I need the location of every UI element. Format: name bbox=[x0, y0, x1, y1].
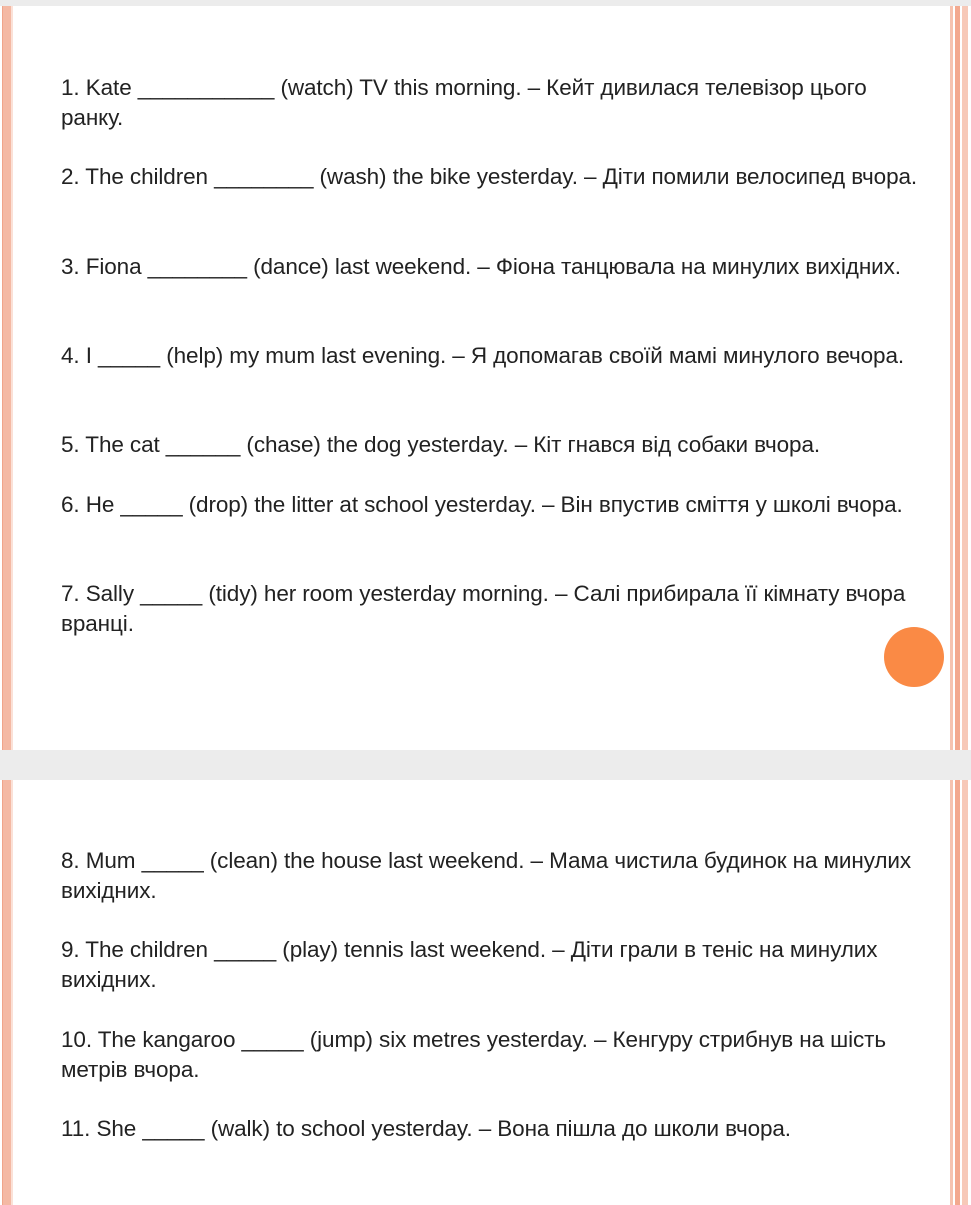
right-accent-bars bbox=[950, 6, 968, 750]
exercise-10: 10. The kangaroo _____ (jump) six metres yesterday. – Кенгуру стрибнув на шість метрів вчора. bbox=[61, 1027, 886, 1082]
exercise-2: 2. The children ________ (wash) the bike yesterday. – Діти помили велосипед вчора. bbox=[61, 164, 918, 189]
exercise-6: 6. He _____ (drop) the litter at school yesterday. – Він впустив сміття у школі вчора. bbox=[61, 492, 903, 517]
right-accent-bars bbox=[950, 780, 968, 1205]
left-accent-bar bbox=[2, 780, 13, 1205]
exercise-1: 1. Kate ___________ (watch) TV this morning. – Кейт дивилася телевізор цього ранку. bbox=[61, 75, 867, 130]
slide-1 bbox=[0, 6, 971, 750]
slide-2 bbox=[0, 780, 971, 1205]
left-accent-bar bbox=[2, 6, 13, 750]
exercise-8: 8. Mum _____ (clean) the house last weekend. – Мама чистила будинок на минулих вихідних. bbox=[61, 848, 912, 903]
exercise-5: 5. The cat ______ (chase) the dog yesterday. – Кіт гнався від собаки вчора. bbox=[61, 432, 821, 457]
exercise-9: 9. The children _____ (play) tennis last weekend. – Діти грали в теніс на минулих вихідних. bbox=[61, 937, 878, 992]
exercise-11: 11. She _____ (walk) to school yesterday. – Вона пішла до школи вчора. bbox=[61, 1116, 791, 1141]
exercise-3: 3. Fiona ________ (dance) last weekend. – Фіона танцювала на минулих вихідних. bbox=[61, 254, 901, 279]
exercise-4: 4. I _____ (help) my mum last evening. – Я допомагав своїй мамі минулого вечора. bbox=[61, 343, 905, 368]
orange-circle-icon bbox=[884, 627, 944, 687]
exercise-7: 7. Sally _____ (tidy) her room yesterday morning. – Салі прибирала її кімнату вчора вранці. bbox=[61, 581, 906, 636]
